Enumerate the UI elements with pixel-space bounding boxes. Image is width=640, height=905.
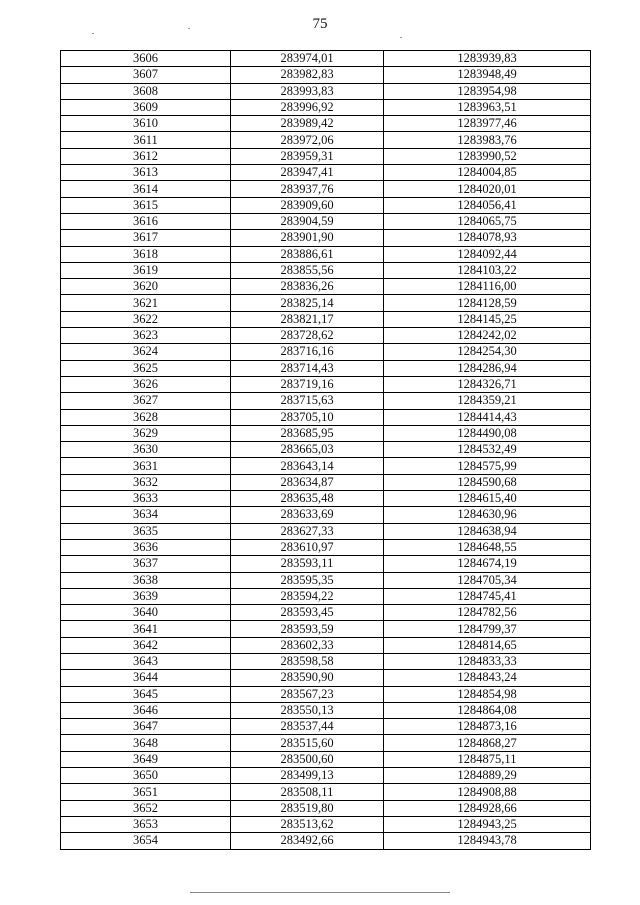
y-coordinate-cell: 1284864,08 — [384, 702, 591, 718]
x-coordinate-cell: 283836,26 — [231, 279, 384, 295]
y-coordinate-cell: 1284078,93 — [384, 230, 591, 246]
point-number-cell: 3642 — [61, 637, 231, 653]
x-coordinate-cell: 283825,14 — [231, 295, 384, 311]
point-number-cell: 3630 — [61, 442, 231, 458]
y-coordinate-cell: 1283948,49 — [384, 67, 591, 83]
x-coordinate-cell: 283989,42 — [231, 116, 384, 132]
x-coordinate-cell: 283821,17 — [231, 311, 384, 327]
x-coordinate-cell: 283634,87 — [231, 474, 384, 490]
x-coordinate-cell: 283909,60 — [231, 197, 384, 213]
table-row — [61, 702, 591, 718]
y-coordinate-cell: 1284943,78 — [384, 833, 591, 849]
x-coordinate-cell: 283996,92 — [231, 99, 384, 115]
x-coordinate-cell: 283728,62 — [231, 328, 384, 344]
table-row — [61, 197, 591, 213]
table-row — [61, 539, 591, 555]
point-number-cell: 3631 — [61, 458, 231, 474]
page-number: 75 — [312, 16, 328, 32]
table-row — [61, 653, 591, 669]
x-coordinate-cell: 283635,48 — [231, 491, 384, 507]
y-coordinate-cell: 1283963,51 — [384, 99, 591, 115]
y-coordinate-cell: 1283977,46 — [384, 116, 591, 132]
table-row — [61, 165, 591, 181]
table-row — [61, 344, 591, 360]
y-coordinate-cell: 1284103,22 — [384, 262, 591, 278]
x-coordinate-cell: 283974,01 — [231, 51, 384, 67]
x-coordinate-cell: 283594,22 — [231, 588, 384, 604]
point-number-cell: 3613 — [61, 165, 231, 181]
point-number-cell: 3654 — [61, 833, 231, 849]
table-row — [61, 425, 591, 441]
y-coordinate-cell: 1284286,94 — [384, 360, 591, 376]
y-coordinate-cell: 1284674,19 — [384, 556, 591, 572]
x-coordinate-cell: 283904,59 — [231, 213, 384, 229]
point-number-cell: 3606 — [61, 51, 231, 67]
table-row — [61, 409, 591, 425]
x-coordinate-cell: 283937,76 — [231, 181, 384, 197]
x-coordinate-cell: 283685,95 — [231, 425, 384, 441]
y-coordinate-cell: 1284116,00 — [384, 279, 591, 295]
x-coordinate-cell: 283513,62 — [231, 816, 384, 832]
x-coordinate-cell: 283508,11 — [231, 784, 384, 800]
x-coordinate-cell: 283519,80 — [231, 800, 384, 816]
point-number-cell: 3619 — [61, 262, 231, 278]
y-coordinate-cell: 1284868,27 — [384, 735, 591, 751]
y-coordinate-cell: 1283939,83 — [384, 51, 591, 67]
table-row — [61, 784, 591, 800]
table-row — [61, 491, 591, 507]
y-coordinate-cell: 1284833,33 — [384, 653, 591, 669]
point-number-cell: 3609 — [61, 99, 231, 115]
y-coordinate-cell: 1284615,40 — [384, 491, 591, 507]
point-number-cell: 3645 — [61, 686, 231, 702]
table-row — [61, 230, 591, 246]
x-coordinate-cell: 283492,66 — [231, 833, 384, 849]
table-row — [61, 99, 591, 115]
point-number-cell: 3625 — [61, 360, 231, 376]
x-coordinate-cell: 283593,11 — [231, 556, 384, 572]
point-number-cell: 3622 — [61, 311, 231, 327]
point-number-cell: 3635 — [61, 523, 231, 539]
table-row — [61, 442, 591, 458]
point-number-cell: 3627 — [61, 393, 231, 409]
scan-edge-line — [190, 892, 450, 893]
x-coordinate-cell: 283715,63 — [231, 393, 384, 409]
table-row — [61, 132, 591, 148]
y-coordinate-cell: 1284814,65 — [384, 637, 591, 653]
scan-speck — [92, 33, 94, 34]
y-coordinate-cell: 1284532,49 — [384, 442, 591, 458]
table-row — [61, 311, 591, 327]
y-coordinate-cell: 1284873,16 — [384, 719, 591, 735]
coordinates-table-body — [61, 51, 591, 850]
y-coordinate-cell: 1284359,21 — [384, 393, 591, 409]
point-number-cell: 3633 — [61, 491, 231, 507]
y-coordinate-cell: 1283990,52 — [384, 148, 591, 164]
table-row — [61, 393, 591, 409]
point-number-cell: 3644 — [61, 670, 231, 686]
table-row — [61, 116, 591, 132]
x-coordinate-cell: 283855,56 — [231, 262, 384, 278]
table-row — [61, 833, 591, 849]
y-coordinate-cell: 1284414,43 — [384, 409, 591, 425]
x-coordinate-cell: 283593,45 — [231, 605, 384, 621]
table-row — [61, 572, 591, 588]
x-coordinate-cell: 283500,60 — [231, 751, 384, 767]
table-row — [61, 51, 591, 67]
y-coordinate-cell: 1284799,37 — [384, 621, 591, 637]
y-coordinate-cell: 1284745,41 — [384, 588, 591, 604]
point-number-cell: 3618 — [61, 246, 231, 262]
point-number-cell: 3646 — [61, 702, 231, 718]
point-number-cell: 3637 — [61, 556, 231, 572]
table-row — [61, 181, 591, 197]
point-number-cell: 3652 — [61, 800, 231, 816]
point-number-cell: 3649 — [61, 751, 231, 767]
y-coordinate-cell: 1284065,75 — [384, 213, 591, 229]
point-number-cell: 3610 — [61, 116, 231, 132]
table-row — [61, 83, 591, 99]
x-coordinate-cell: 283993,83 — [231, 83, 384, 99]
table-top-border — [60, 50, 589, 51]
y-coordinate-cell: 1284056,41 — [384, 197, 591, 213]
point-number-cell: 3617 — [61, 230, 231, 246]
table-row — [61, 376, 591, 392]
x-coordinate-cell: 283665,03 — [231, 442, 384, 458]
y-coordinate-cell: 1284889,29 — [384, 768, 591, 784]
point-number-cell: 3624 — [61, 344, 231, 360]
y-coordinate-cell: 1284004,85 — [384, 165, 591, 181]
point-number-cell: 3634 — [61, 507, 231, 523]
y-coordinate-cell: 1284326,71 — [384, 376, 591, 392]
y-coordinate-cell: 1284575,99 — [384, 458, 591, 474]
y-coordinate-cell: 1284943,25 — [384, 816, 591, 832]
x-coordinate-cell: 283633,69 — [231, 507, 384, 523]
x-coordinate-cell: 283643,14 — [231, 458, 384, 474]
point-number-cell: 3612 — [61, 148, 231, 164]
x-coordinate-cell: 283537,44 — [231, 719, 384, 735]
x-coordinate-cell: 283982,83 — [231, 67, 384, 83]
x-coordinate-cell: 283716,16 — [231, 344, 384, 360]
x-coordinate-cell: 283550,13 — [231, 702, 384, 718]
table-row — [61, 507, 591, 523]
x-coordinate-cell: 283515,60 — [231, 735, 384, 751]
point-number-cell: 3611 — [61, 132, 231, 148]
point-number-cell: 3639 — [61, 588, 231, 604]
x-coordinate-cell: 283590,90 — [231, 670, 384, 686]
table-row — [61, 719, 591, 735]
x-coordinate-cell: 283714,43 — [231, 360, 384, 376]
x-coordinate-cell: 283947,41 — [231, 165, 384, 181]
point-number-cell: 3608 — [61, 83, 231, 99]
y-coordinate-cell: 1283983,76 — [384, 132, 591, 148]
table-row — [61, 295, 591, 311]
y-coordinate-cell: 1284590,68 — [384, 474, 591, 490]
point-number-cell: 3636 — [61, 539, 231, 555]
table-row — [61, 262, 591, 278]
y-coordinate-cell: 1284928,66 — [384, 800, 591, 816]
point-number-cell: 3632 — [61, 474, 231, 490]
x-coordinate-cell: 283567,23 — [231, 686, 384, 702]
table-row — [61, 328, 591, 344]
y-coordinate-cell: 1284630,96 — [384, 507, 591, 523]
table-row — [61, 588, 591, 604]
y-coordinate-cell: 1284145,25 — [384, 311, 591, 327]
y-coordinate-cell: 1284242,02 — [384, 328, 591, 344]
y-coordinate-cell: 1284843,24 — [384, 670, 591, 686]
y-coordinate-cell: 1284490,08 — [384, 425, 591, 441]
scan-speck — [188, 28, 190, 29]
table-row — [61, 800, 591, 816]
x-coordinate-cell: 283705,10 — [231, 409, 384, 425]
y-coordinate-cell: 1284854,98 — [384, 686, 591, 702]
table-row — [61, 735, 591, 751]
table-row — [61, 474, 591, 490]
coordinates-table — [60, 50, 591, 850]
y-coordinate-cell: 1284020,01 — [384, 181, 591, 197]
table-row — [61, 751, 591, 767]
point-number-cell: 3629 — [61, 425, 231, 441]
point-number-cell: 3650 — [61, 768, 231, 784]
y-coordinate-cell: 1284875,11 — [384, 751, 591, 767]
x-coordinate-cell: 283593,59 — [231, 621, 384, 637]
table-row — [61, 213, 591, 229]
point-number-cell: 3620 — [61, 279, 231, 295]
point-number-cell: 3626 — [61, 376, 231, 392]
y-coordinate-cell: 1284128,59 — [384, 295, 591, 311]
table-row — [61, 279, 591, 295]
point-number-cell: 3623 — [61, 328, 231, 344]
table-row — [61, 637, 591, 653]
point-number-cell: 3621 — [61, 295, 231, 311]
x-coordinate-cell: 283595,35 — [231, 572, 384, 588]
point-number-cell: 3614 — [61, 181, 231, 197]
x-coordinate-cell: 283972,06 — [231, 132, 384, 148]
table-row — [61, 605, 591, 621]
x-coordinate-cell: 283499,13 — [231, 768, 384, 784]
x-coordinate-cell: 283598,58 — [231, 653, 384, 669]
x-coordinate-cell: 283719,16 — [231, 376, 384, 392]
point-number-cell: 3643 — [61, 653, 231, 669]
point-number-cell: 3615 — [61, 197, 231, 213]
x-coordinate-cell: 283886,61 — [231, 246, 384, 262]
y-coordinate-cell: 1284648,55 — [384, 539, 591, 555]
x-coordinate-cell: 283959,31 — [231, 148, 384, 164]
scan-speck — [400, 37, 402, 38]
x-coordinate-cell: 283627,33 — [231, 523, 384, 539]
table-row — [61, 148, 591, 164]
table-row — [61, 246, 591, 262]
table-row — [61, 621, 591, 637]
point-number-cell: 3640 — [61, 605, 231, 621]
table-row — [61, 768, 591, 784]
table-row — [61, 360, 591, 376]
y-coordinate-cell: 1284782,56 — [384, 605, 591, 621]
point-number-cell: 3653 — [61, 816, 231, 832]
y-coordinate-cell: 1283954,98 — [384, 83, 591, 99]
point-number-cell: 3616 — [61, 213, 231, 229]
y-coordinate-cell: 1284254,30 — [384, 344, 591, 360]
y-coordinate-cell: 1284638,94 — [384, 523, 591, 539]
y-coordinate-cell: 1284908,88 — [384, 784, 591, 800]
point-number-cell: 3641 — [61, 621, 231, 637]
x-coordinate-cell: 283602,33 — [231, 637, 384, 653]
table-row — [61, 816, 591, 832]
point-number-cell: 3628 — [61, 409, 231, 425]
point-number-cell: 3607 — [61, 67, 231, 83]
x-coordinate-cell: 283610,97 — [231, 539, 384, 555]
point-number-cell: 3651 — [61, 784, 231, 800]
point-number-cell: 3647 — [61, 719, 231, 735]
table-row — [61, 523, 591, 539]
y-coordinate-cell: 1284092,44 — [384, 246, 591, 262]
table-row — [61, 686, 591, 702]
table-row — [61, 556, 591, 572]
y-coordinate-cell: 1284705,34 — [384, 572, 591, 588]
x-coordinate-cell: 283901,90 — [231, 230, 384, 246]
table-row — [61, 67, 591, 83]
table-row — [61, 458, 591, 474]
table-row — [61, 670, 591, 686]
point-number-cell: 3648 — [61, 735, 231, 751]
point-number-cell: 3638 — [61, 572, 231, 588]
